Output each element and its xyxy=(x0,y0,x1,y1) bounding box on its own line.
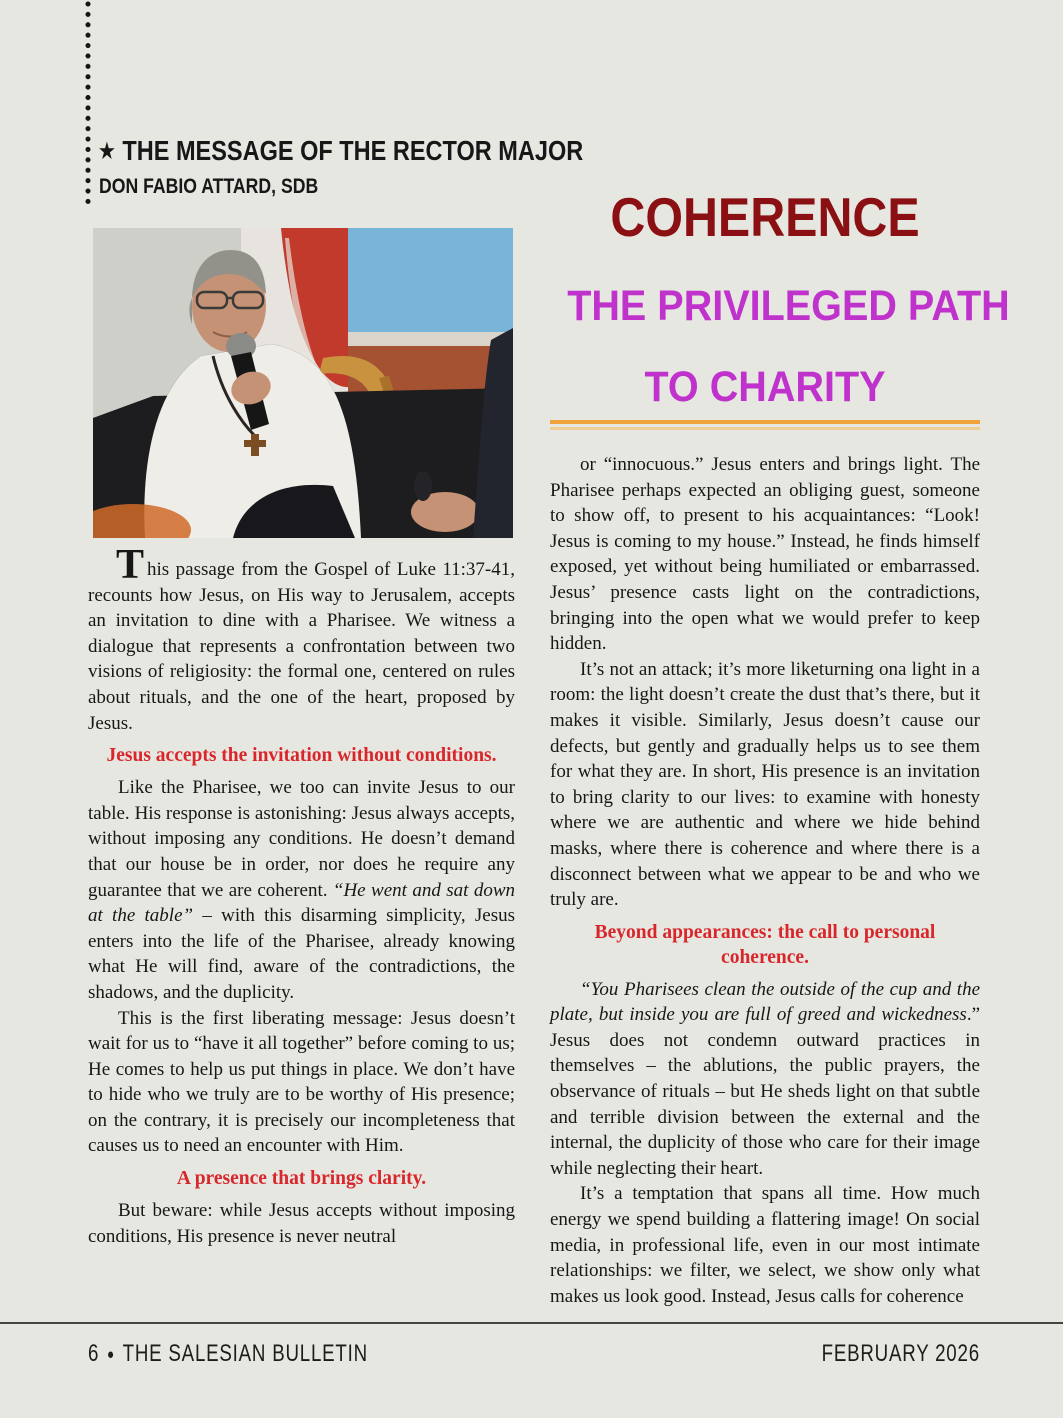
paragraph-text: his passage from the Gospel of Luke 11:37-41, recounts how Jesus, on His way to Jerusalem, accepts an invitation to dine with a Pharisee. We witness a dialogue that represents a confrontation between two visions of religiosity: the formal one, centered on rules about rituals, and the one of the heart, proposed by Jesus. xyxy=(88,559,515,734)
paragraph: It’s a temptation that spans all time. How much energy we spend building a flattering image! On social media, in professional life, even in our most intimate relationships: we filter, we select, we show only what makes us look good. Instead, Jesus calls for coherence xyxy=(550,1183,980,1307)
scripture-quote: “You Pharisees clean the outside of the cup and the plate, but inside you are full of greed and wickedness xyxy=(550,978,980,1026)
paragraph: This is the first liberating message: Jesus doesn’t wait for us to “have it all together” before coming to us; He comes to help us put things in place. We don’t have to hide who we truly are to be worthy of His presence; on the contrary, it is precisely our incompleteness that causes us to need an encounter with Him. xyxy=(88,1007,515,1157)
paragraph: or “innocuous.” Jesus enters and brings light. The Pharisee perhaps expected an obliging guest, someone to show off, to present to his acquaintances: “Look! Jesus is coming to my house.” Instead, he finds himself exposed, yet without being humiliated or embarrassed. Jesus’ presence casts light on the contradictions, bringing into the open what we would prefer to keep hidden. xyxy=(550,454,980,655)
publication-name: THE SALESIAN BULLETIN xyxy=(122,1340,368,1367)
article-title: COHERENCE xyxy=(610,186,920,248)
section-author: DON FABIO ATTARD, SDB xyxy=(99,175,319,198)
photo-watch xyxy=(414,471,432,501)
left-column xyxy=(88,542,515,1249)
dotted-vertical-rule xyxy=(85,0,91,208)
photo-cross-horizontal xyxy=(244,440,266,447)
paragraph-text: – with this disarming simplicity, Jesus enters into the life of the Pharisee, already knowing what He will find, aware of the contradictions, the shadows, and the duplicity. xyxy=(88,905,515,1003)
photo-haze-stripe xyxy=(348,332,513,348)
paragraph xyxy=(550,977,980,1182)
scripture-quote: “He went and sat down at the table” xyxy=(88,879,515,927)
paragraph: It’s not an attack; it’s more liketurning ona light in a room: the light doesn’t create the dust that’s there, but it makes it visible. Similarly, Jesus doesn’t cause our defects, but gently and gradually helps us to see them for what they are. In short, His presence is an invitation to bring clarity to our lives: to examine with honesty where we are authentic and where we hide behind masks, where there is coherence and where there is a disconnect between what we appear to be and who we truly are. xyxy=(550,658,980,911)
paragraph-text: Like the Pharisee, we too can invite Jesus to our table. His response is astonishing: Jesus always accepts, without imposing any conditions. He doesn’t demand that our house be in order, nor does he require any guarantee that we are coherent. xyxy=(88,777,515,901)
star-icon: ★ xyxy=(99,140,115,163)
footer-left xyxy=(88,1340,368,1368)
footer xyxy=(88,1340,980,1368)
right-column xyxy=(550,186,1010,1309)
footer-rule xyxy=(0,1322,1063,1324)
orange-divider-top xyxy=(550,420,980,424)
red-subheading: A presence that brings clarity. xyxy=(176,1168,427,1190)
paragraph xyxy=(88,775,515,1005)
paragraph-text: .” Jesus does not condemn outward practices in themselves – the ablutions, the public prayers, the observance of rituals – but He sheds light on that subtle and terrible division between the external and the internal, the duplicity of those who care for their image while neglecting their heart. xyxy=(550,1004,980,1179)
photo-don-fabio-attard xyxy=(93,228,513,538)
article-subtitle-line2: TO CHARITY xyxy=(644,363,886,411)
orange-divider-bottom xyxy=(550,427,980,430)
article-subtitle-line1: THE PRIVILEGED PATH xyxy=(567,282,1010,330)
red-subheading: Jesus accepts the invitation without conditions. xyxy=(106,745,497,767)
page-number: 6 xyxy=(88,1340,100,1367)
paragraph: But beware: while Jesus accepts without imposing conditions, His presence is never neutral xyxy=(88,1200,515,1247)
paragraph xyxy=(88,542,515,736)
red-subheading: Beyond appearances: the call to personal coherence. xyxy=(594,921,936,968)
section-title-row xyxy=(99,136,583,169)
footer-issue-date: FEBRUARY 2026 xyxy=(821,1340,980,1367)
drop-cap: T xyxy=(116,542,145,588)
bullet-icon: ● xyxy=(107,1346,115,1363)
section-title: THE MESSAGE OF THE RECTOR MAJOR xyxy=(122,135,584,166)
photo-blue-screen xyxy=(348,228,513,346)
